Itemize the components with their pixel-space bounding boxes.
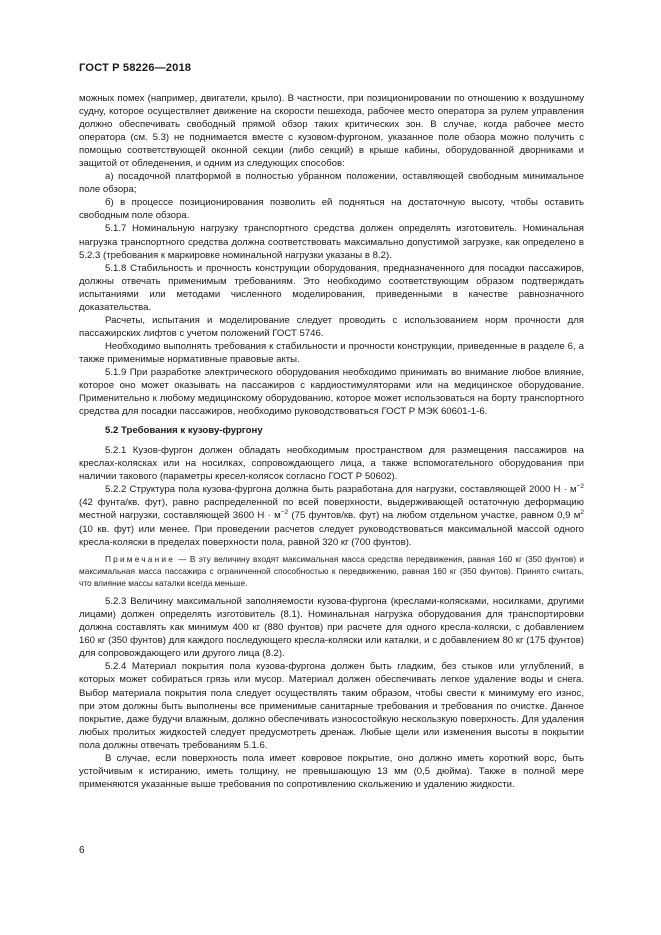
clause-5-2-2: 5.2.2 Структура пола кузова-фургона должна быть разработана для нагрузки, составляющей 2000 $Н \cdot м^{-2}$ (42 фунта/кв. фут), равно распределенной по всей поверхности, выдерживающей остаточную деформацию местной нагрузки, составляющей 3600 $Н \cdot м^{-2}$ (75 фунтов/кв. фут) на любом отдельном участке, равном 0,9 $м^2$ (10 кв. фут) или менее. При проведении расчетов следует руководствоваться максимальной массой одного кресла-коляски в пределах поверхности пола, равной 320 кг (700 фунтов). (79, 483, 585, 548)
paragraph: Необходимо выполнять требования к стабильности и прочности конструкции, приведенные в разделе 6, а также применимые нормативные правовые акты. (79, 340, 584, 365)
clause-5-2-1: 5.2.1 Кузов-фургон должен обладать необходимым пространством для размещения пассажиров на креслах-колясках или на носилках, сопровождающего лица, а также вспомогательного оборудования при наличии такового (параметры кресел-колясок согласно ГОСТ Р 50602). (79, 445, 584, 483)
note (79, 553, 584, 590)
clause-5-1-7: 5.1.7 Номинальную нагрузку транспортного средства должен определять изготовитель. Номинальная нагрузка транспортного средства должна соответствовать максимально допустимой загрузке, как определено в 5.2.3 (требования к маркировке номинальной нагрузки указаны в 8.2). (79, 223, 584, 261)
clause-5-1-8: 5.1.8 Стабильность и прочность конструкции оборудования, предназначенного для посадки пассажиров, должны отвечать применимым требованиям. Это необходимо соответствующим образом подтверждать испытаниями или методами численного моделирования, приведенными в качестве равнозначного доказательства. (79, 262, 584, 313)
note-text: — В эту величину входят максимальная масса средства передвижения, равная 160 кг (350 фунтов) и максимальная масса пассажира с ограниченной способностью к передвижению, равная 160 кг (350 фунтов). Принято считать, что влияние массы каталки всегда меньше. (79, 553, 584, 588)
list-item: а) посадочной платформой в полностью убранном положении, оставляющей свободным минимальное поле обзора; (79, 171, 584, 196)
paragraph: можных помех (например, двигатели, крыло). В частности, при позиционировании по отношению к воздушному судну, которое осуществляет движение на скорости пешехода, рабочее место оператора за рулем управления должно обеспечивать свободный прямой обзор таких критических зон. В случае, когда рабочее место оператора (см. 5.3) не поднимается вместе с кузовом-фургоном, указанное поле обзора можно получить с помощью соответствующей оконной секции (либо секций) в крыше кабины, оборудованной дворниками и защитой от обледенения, и одним из следующих способов: (79, 93, 584, 170)
document-header: ГОСТ Р 58226—2018 (79, 62, 192, 74)
section-heading: 5.2 Требования к кузову-фургону (105, 425, 263, 437)
clause-5-1-9: 5.1.9 При разработке электрического оборудования необходимо принимать во внимание любое влияние, которое оно может оказывать на пассажиров с кардиостимуляторами или на медицинское оборудование. Применительно к любому медицинскому оборудованию, которое может использоваться на борту транспортного средства для посадки пассажиров, необходимо руководствоваться ГОСТ Р МЭК 60601-1-6. (79, 366, 584, 418)
page-number: 6 (79, 845, 85, 856)
clause-5-2-3: 5.2.3 Величину максимальной заполняемости кузова-фургона (креслами-колясками, носилками, другими лицами) должен определять изготовитель (8.1). Номинальная нагрузка оборудования для транспортировки должна составлять как минимум 400 кг (880 фунтов) при расчете для одного кресла-коляски, с добавлением 160 кг (350 фунтов) для каждого последующего кресла-коляски или каталки, и с добавлением 80 кг (175 фунтов) для сопровождающего или другого лица (8.2). (79, 596, 584, 660)
clause-5-2-4: 5.2.4 Материал покрытия пола кузова-фургона должен быть гладким, без стыков или углублений, в которых может собираться грязь или мусор. Материал должен обеспечивать легкое удаление воды и снега. Выбор материала покрытия пола следует осуществлять таким образом, чтобы свести к минимуму его износ, при этом должны быть выполнены все применимые санитарные требования и требования по очистке. Данное покрытие, даже будучи влажным, должно обеспечивать износостойкую нескользкую поверхность. Для удаления любых пролитых жидкостей следует предусмотреть дренаж. Любые щели или изменения высоты в покрытии пола должны отвечать требованиям 5.1.6. (79, 661, 584, 751)
paragraph: В случае, если поверхность пола имеет ковровое покрытие, оно должно иметь короткий ворс, быть устойчивым к истиранию, иметь толщину, не превышающую 13 мм (0,5 дюйма). Также в полной мере применяются указанные выше требования по сопротивлению скольжению и удалению жидкости. (79, 752, 584, 790)
note-label: Примечание (105, 553, 176, 564)
paragraph: Расчеты, испытания и моделирование следует проводить с использованием норм прочности для пассажирских лифтов с учетом положений ГОСТ 5746. (79, 314, 584, 339)
document-body (79, 92, 584, 791)
list-item: б) в процессе позиционирования позволить ей подняться на достаточную высоту, чтобы оставить свободным поле обзора. (79, 197, 584, 222)
